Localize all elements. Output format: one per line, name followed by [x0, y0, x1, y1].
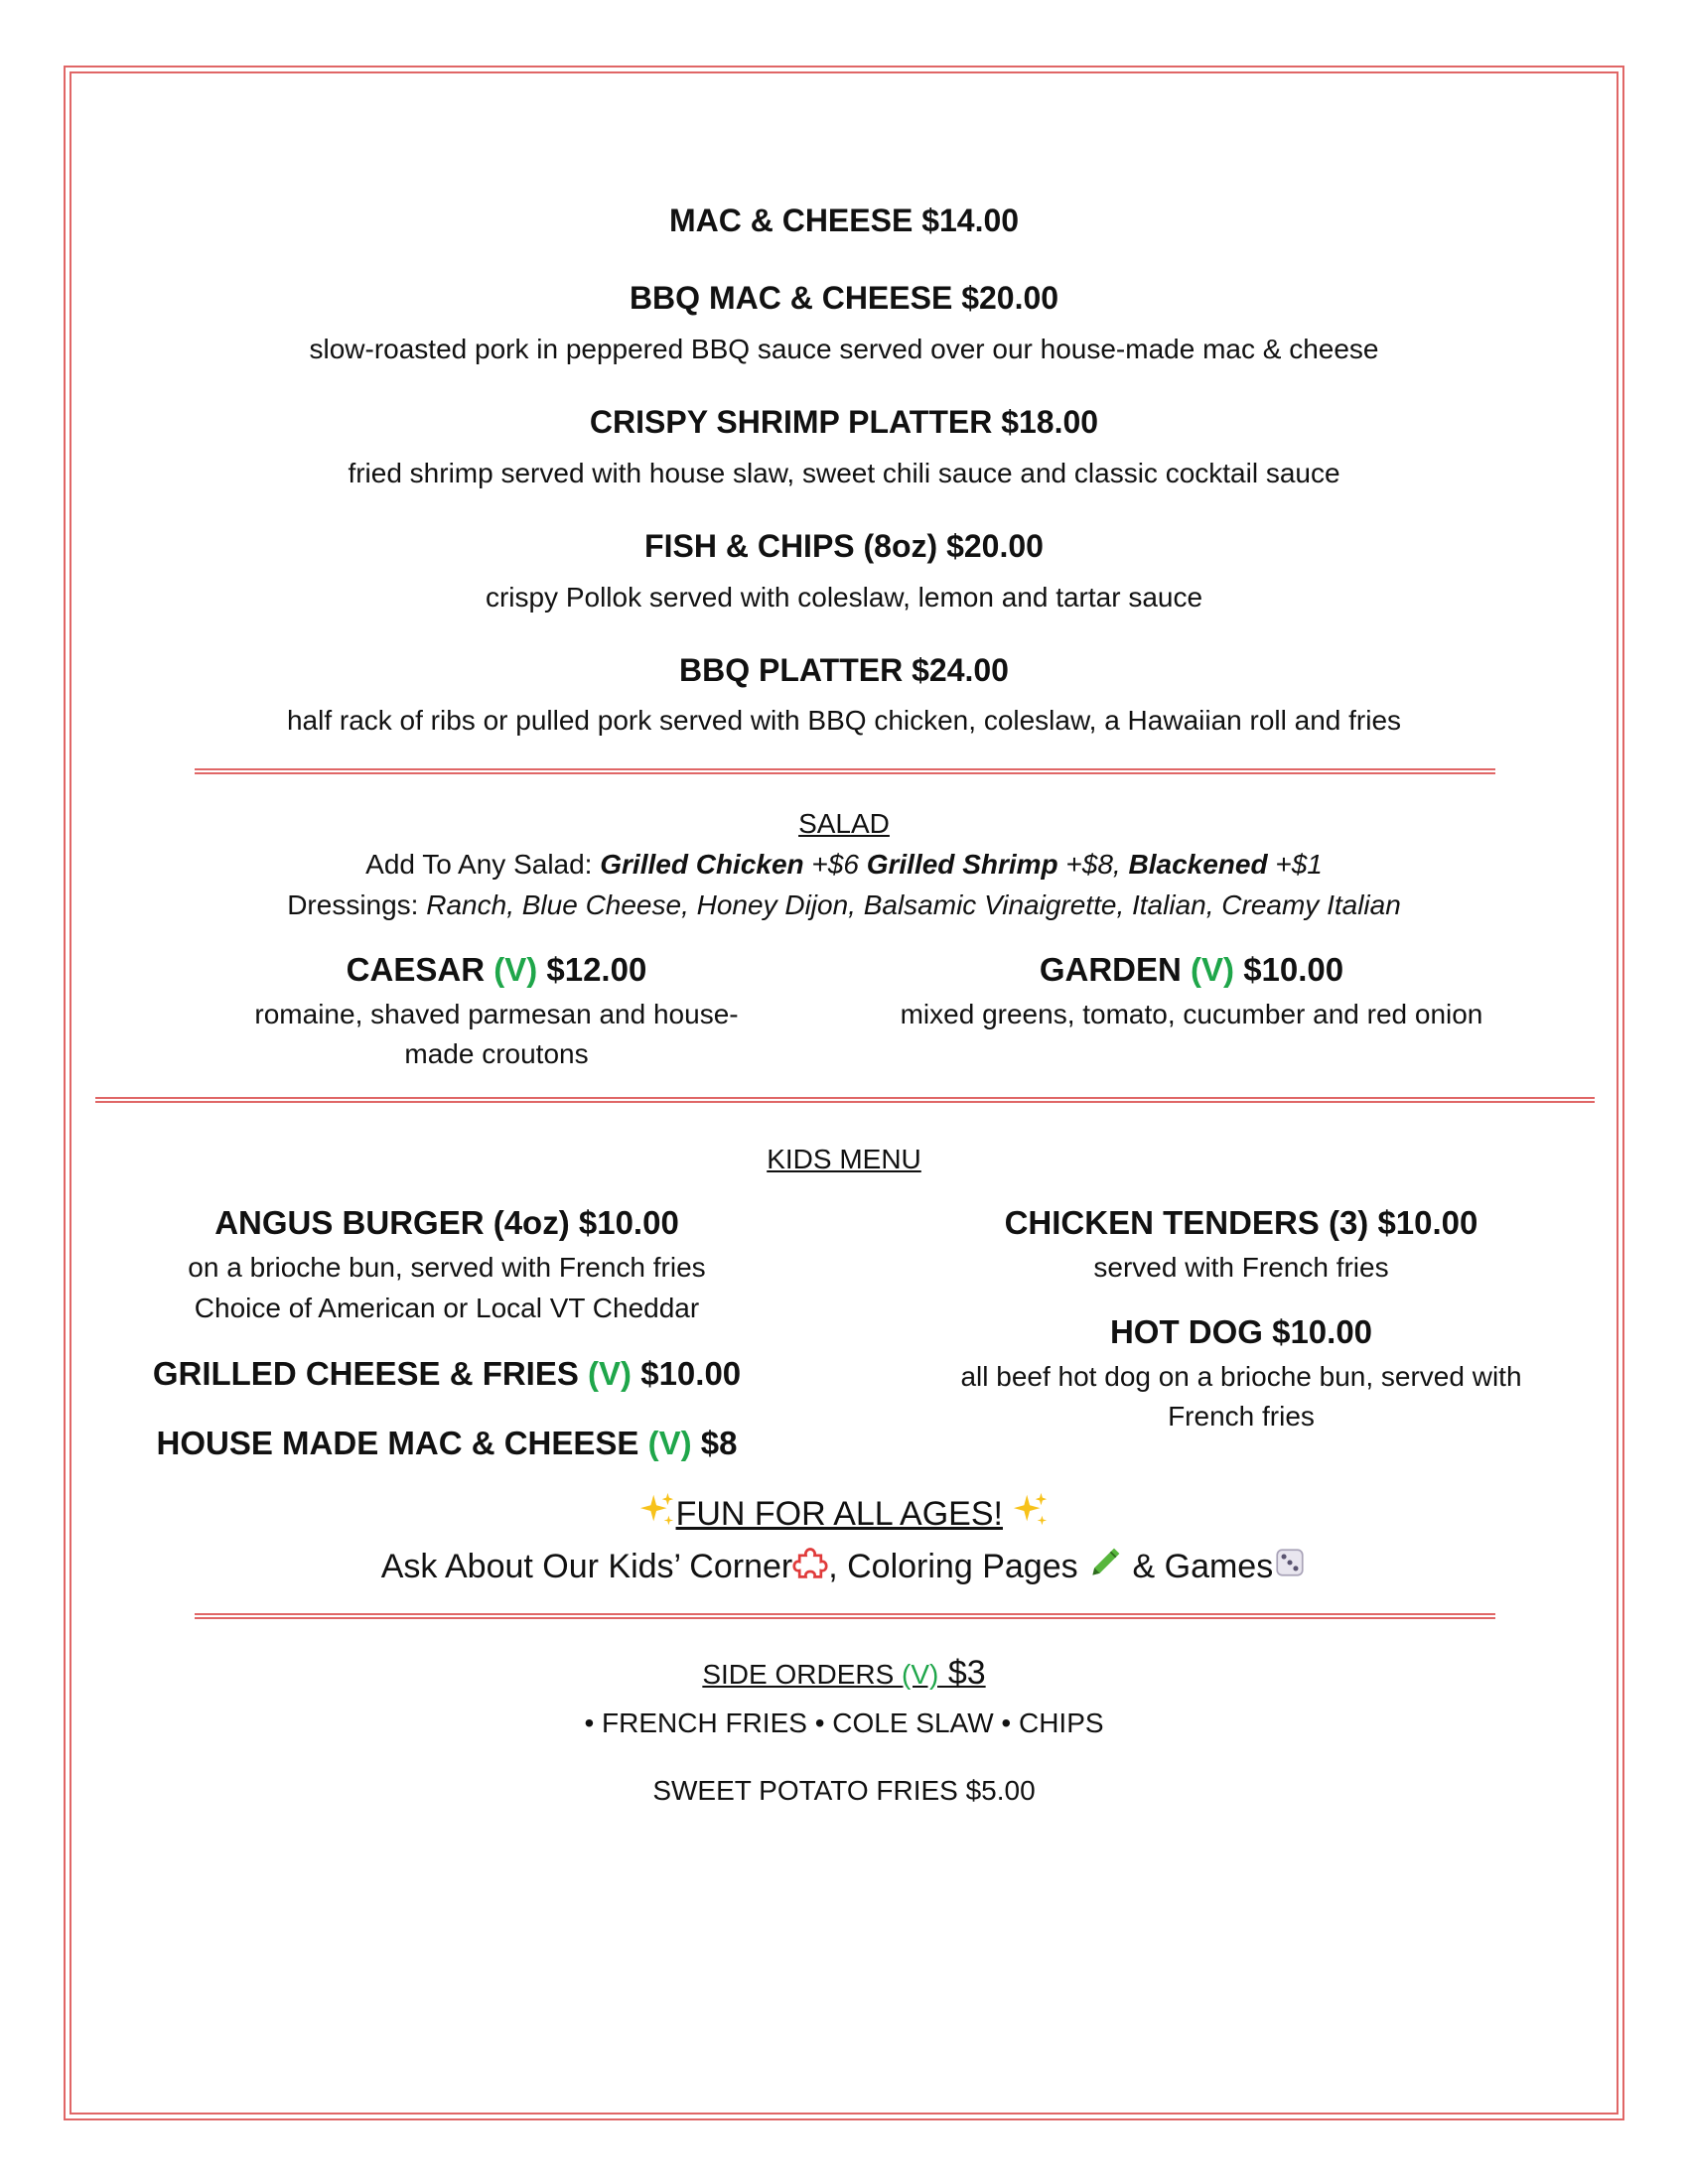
- menu-item-description: half rack of ribs or pulled pork served with BBQ chicken, coleslaw, a Hawaiian roll and fries: [286, 705, 1402, 736]
- menu-item-description: slow-roasted pork in peppered BBQ sauce served over our house-made mac & cheese: [309, 334, 1379, 364]
- salad-heading: SALAD: [798, 808, 890, 839]
- kids-item-description: all beef hot dog on a brioche bun, served with French fries: [960, 1361, 1522, 1432]
- kids-item-description: served with French fries: [1093, 1252, 1389, 1283]
- menu-item-title: CRISPY SHRIMP PLATTER $18.00: [589, 404, 1099, 440]
- salad-item-description: mixed greens, tomato, cucumber and red onion: [900, 999, 1483, 1029]
- crayon-icon: [1087, 1545, 1123, 1592]
- menu-item-title: BBQ MAC & CHEESE $20.00: [629, 280, 1059, 316]
- dice-icon: [1273, 1546, 1307, 1591]
- kids-item-title: HOUSE MADE MAC & CHEESE (V) $8: [156, 1425, 738, 1461]
- menu-item-title: FISH & CHIPS (8oz) $20.00: [644, 528, 1044, 564]
- puzzle-icon: [792, 1545, 828, 1592]
- section-divider: [195, 1613, 1495, 1619]
- sparkles-icon: [638, 1491, 676, 1541]
- section-divider: [195, 768, 1495, 774]
- menu-item-title: MAC & CHEESE $14.00: [668, 203, 1020, 238]
- kids-item-title: CHICKEN TENDERS (3) $10.00: [1004, 1204, 1478, 1241]
- salad-item-title: GARDEN (V) $10.00: [1039, 951, 1344, 988]
- section-divider: [95, 1097, 1595, 1103]
- salad-addons: Add To Any Salad: Grilled Chicken +$6 Grilled Shrimp +$8, Blackened +$1: [365, 849, 1323, 880]
- menu-item-description: crispy Pollok served with coleslaw, lemon and tartar sauce: [485, 582, 1203, 613]
- sparkles-icon: [1012, 1491, 1050, 1541]
- side-orders-list: • FRENCH FRIES • COLE SLAW • CHIPS: [584, 1707, 1104, 1738]
- salad-item-description: romaine, shaved parmesan and house-made croutons: [254, 999, 739, 1069]
- menu-item-title: BBQ PLATTER $24.00: [679, 652, 1009, 688]
- kids-item-title: ANGUS BURGER (4oz) $10.00: [214, 1204, 679, 1241]
- salad-dressings: Dressings: Ranch, Blue Cheese, Honey Dijon, Balsamic Vinaigrette, Italian, Creamy Italian: [287, 889, 1401, 920]
- side-order-extra: SWEET POTATO FRIES $5.00: [652, 1775, 1036, 1806]
- kids-item-title: HOT DOG $10.00: [1109, 1313, 1373, 1350]
- salad-item-title: CAESAR (V) $12.00: [346, 951, 647, 988]
- kids-item-description: Choice of American or Local VT Cheddar: [194, 1293, 700, 1323]
- fun-heading: FUN FOR ALL AGES!: [0, 1491, 1688, 1541]
- side-orders-heading: SIDE ORDERS (V) $3: [702, 1654, 986, 1692]
- menu-item-description: fried shrimp served with house slaw, sweet chili sauce and classic cocktail sauce: [348, 458, 1340, 488]
- kids-item-title: GRILLED CHEESE & FRIES (V) $10.00: [152, 1355, 742, 1392]
- kids-menu-heading: KIDS MENU: [767, 1144, 921, 1174]
- fun-line: Ask About Our Kids’ Corner , Coloring Pages & Games: [0, 1544, 1688, 1592]
- kids-item-description: on a brioche bun, served with French fries: [188, 1252, 706, 1283]
